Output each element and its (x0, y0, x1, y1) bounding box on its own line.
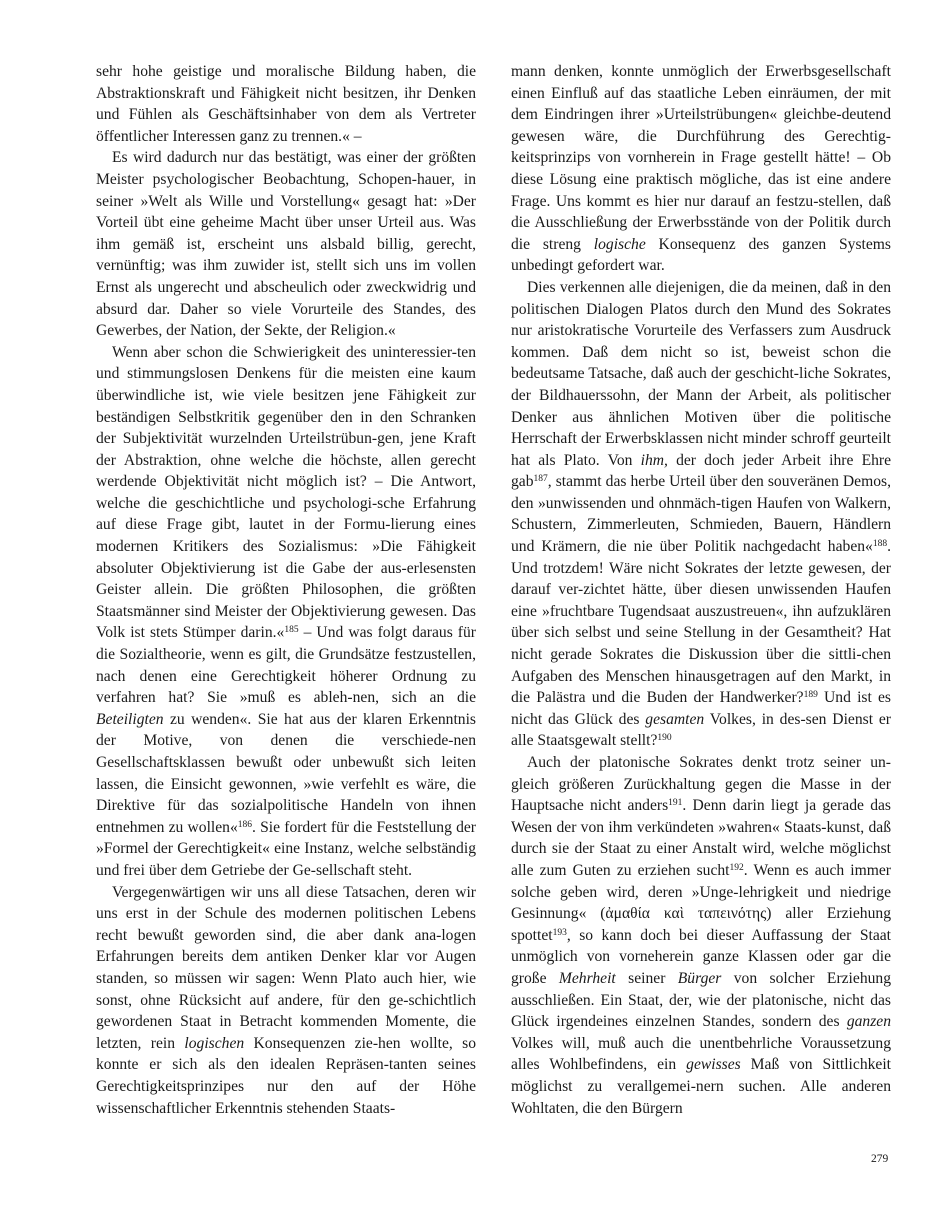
paragraph: Vergegenwärtigen wir uns all diese Tatsachen, deren wir uns erst in der Schule des modernen politischen Lebens recht bewußt geworden sind, die aber dank ana-logen Erfahrungen bereits dem antiken Denker klar vor Augen standen, so müssen wir sagen: Wenn Plato auch hier, wie sonst, ohne Rücksicht auf andere, für den ge-schichtlich gewordenen Staat in Betracht kommenden Momente, die letzten, rein logischen Konsequenzen zie-hen wollte, so konnte er sich als den idealen Repräsen-tanten seines Gerechtigkeitsprinzipes nur den auf der Höhe wissenschaftlicher Erkenntnis stehenden Staats- (96, 883, 476, 1117)
paragraph: mann denken, konnte unmöglich der Erwerbsgesellschaft einen Einfluß auf das staatliche Leben einräumen, der mit dem Eindringen ihrer »Urteilstrübungen« gleichbe-deutend gewesen wäre, die Durchführung des Gerechtig-keitsprinzips von vornherein in Frage gestellt hätte! – Ob diese Lösung eine praktisch mögliche, das ist eine andere Frage. Uns kommt es hier nur darauf an festzu-stellen, daß die Ausschließung der Erwerbsstände von der Politik durch die streng logische Konsequenz des ganzen Systems unbedingt gefordert war. (511, 63, 891, 275)
paragraph: Dies verkennen alle diejenigen, die da meinen, daß in den politischen Dialogen Platos durch den Mund des Sokrates nur aristokratische Vorurteile des Verfassers zum Ausdruck kommen. Daß dem nicht so ist, beweist schon die bedeutsame Tatsache, daß auch der geschicht-liche Sokrates, der Bildhauerssohn, der Mann der Arbeit, als politischer Denker aus ähnlichen Motiven über die politische Herrschaft der Erwerbsklassen nicht minder schroff geurteilt hat als Plato. Von ihm, der doch jeder Arbeit ihre Ehre gab$^{187}$, stammt das herbe Urteil über den souveränen Demos, den »unwissenden und ohnmäch-tigen Haufen von Walkern, Schustern, Zimmerleuten, Schmieden, Bauern, Händlern und Krämern, die nie über Politik nachgedacht haben«$^{188}$. Und trotzdem! Wäre nicht Sokrates der letzte gewesen, der darauf ver-zichtet hätte, über diesen unwissenden Haufen eine »fruchtbare Tugendsaat auszustreuen«, ihn aufzuklären über sich selbst und seine Stellung in der Gesamtheit? Hat nicht gerade Sokrates die Diskussion über die sittli-chen Aufgaben des Menschen hinausgetragen auf den Markt, in die Palästra und die Buden der Handwerker?$^{189}$ Und ist es nicht das Glück des gesamten Volkes, in des-sen Dienst er alle Staatsgewalt stellt?$^{190}$ (511, 278, 892, 750)
page-number: 279 (871, 1153, 889, 1165)
paragraph: Wenn aber schon die Schwierigkeit des uninteressier-ten und stimmungslosen Denkens für die meisten eine kaum überwindliche ist, wie viele besitzen jene Fähigkeit zur beständigen Selbstkritik gegenüber den in den Schranken der Subjektivität wurzelnden Urteilstrübun-gen, jene Kraft der Abstraktion, ohne welche die höchste, allen gerecht werdende Objektivität nicht möglich ist? – Die Antwort, welche die geschichtliche und psychologi-sche Erfahrung auf diese Frage gibt, lautet in der Formu-lierung eines modernen Kritikers des Sozialismus: »Die Fähigkeit absoluter Objektivierung ist die Gabe der aus-erlesensten Geister allein. Die größten Philosophen, die größten Staatsmänner sind Meister der Objektivierung gewesen. Das Volk ist stets Stümper darin.«$^{185}$ – Und was folgt daraus für die Sozialtheorie, wenn es gilt, die Grundsätze festzustellen, nach denen eine Gerechtigkeit höherer Ordnung zu verfahren hat? Sie »muß es ableh-nen, sich an die Beteiligten zu wenden«. Sie hat aus der klaren Erkenntnis der Motive, von denen die verschiede-nen Gesellschaftsklassen bewußt oder unbewußt sich leiten lassen, die Einsicht gewonnen, »wie verfehlt es wäre, die Direktive für das sozialpolitische Handeln von ihnen entnehmen zu wollen«$^{186}$. Sie fordert für die Feststellung der »Formel der Gerechtigkeit« eine Instanz, welche selbständig und frei über dem Getriebe der Ge-sellschaft steht. (96, 343, 476, 879)
paragraph: sehr hohe geistige und moralische Bildung haben, die Abstraktionskraft und Fähigkeit nicht besitzen, ihr Denken und Fühlen als Geschäftsinhaber von dem als Vertreter öffentlicher Interessen ganz zu trennen.« – (96, 63, 476, 145)
left-text-column (96, 61, 476, 1119)
paragraph: Auch der platonische Sokrates denkt trotz seiner un-gleich größeren Zurückhaltung gegen die Masse in der Hauptsache nicht anders$^{191}$. Denn darin liegt ja gerade das Wesen der von ihm verkündeten »wahren« Staats-kunst, daß durch sie der Staat zu einer Anstalt wird, welche möglichst alle zum Guten zu erziehen sucht$^{192}$. Wenn es auch immer solche geben wird, deren »Unge-lehrigkeit und niedrige Gesinnung« (ἀμαθία καὶ ταπεινότης) aller Erziehung spottet$^{193}$, so kann doch bei dieser Auffassung der Staat unmöglich von vorneherein ganze Klassen oder gar die große Mehrheit seiner Bürger von solcher Erziehung ausschließen. Ein Staat, der, wie der platonische, nicht das Glück irgendeines einzelnen Standes, sondern des ganzen Volkes will, muß auch die unentbehrliche Voraussetzung alles Wohlbefindens, ein gewisses Maß von Sittlichkeit möglichst zu verallgemei-nern suchen. Alle anderen Wohltaten, die den Bürgern (511, 754, 892, 1117)
right-text-column (511, 61, 891, 1119)
paragraph: Es wird dadurch nur das bestätigt, was einer der größten Meister psychologischer Beobachtung, Schopen-hauer, in seiner »Welt als Wille und Vorstellung« gesagt hat: »Der Vorteil übt eine geheime Macht über unser Urteil aus. Was ihm gemäß ist, erscheint uns alsbald billig, gerecht, vernünftig; was ihm zuwider ist, stellt sich uns im vollen Ernst als ungerecht und abscheulich oder zweckwidrig und absurd dar. Daher so viele Vorurteile des Standes, des Gewerbes, der Nation, der Sekte, der Religion.« (96, 149, 476, 340)
